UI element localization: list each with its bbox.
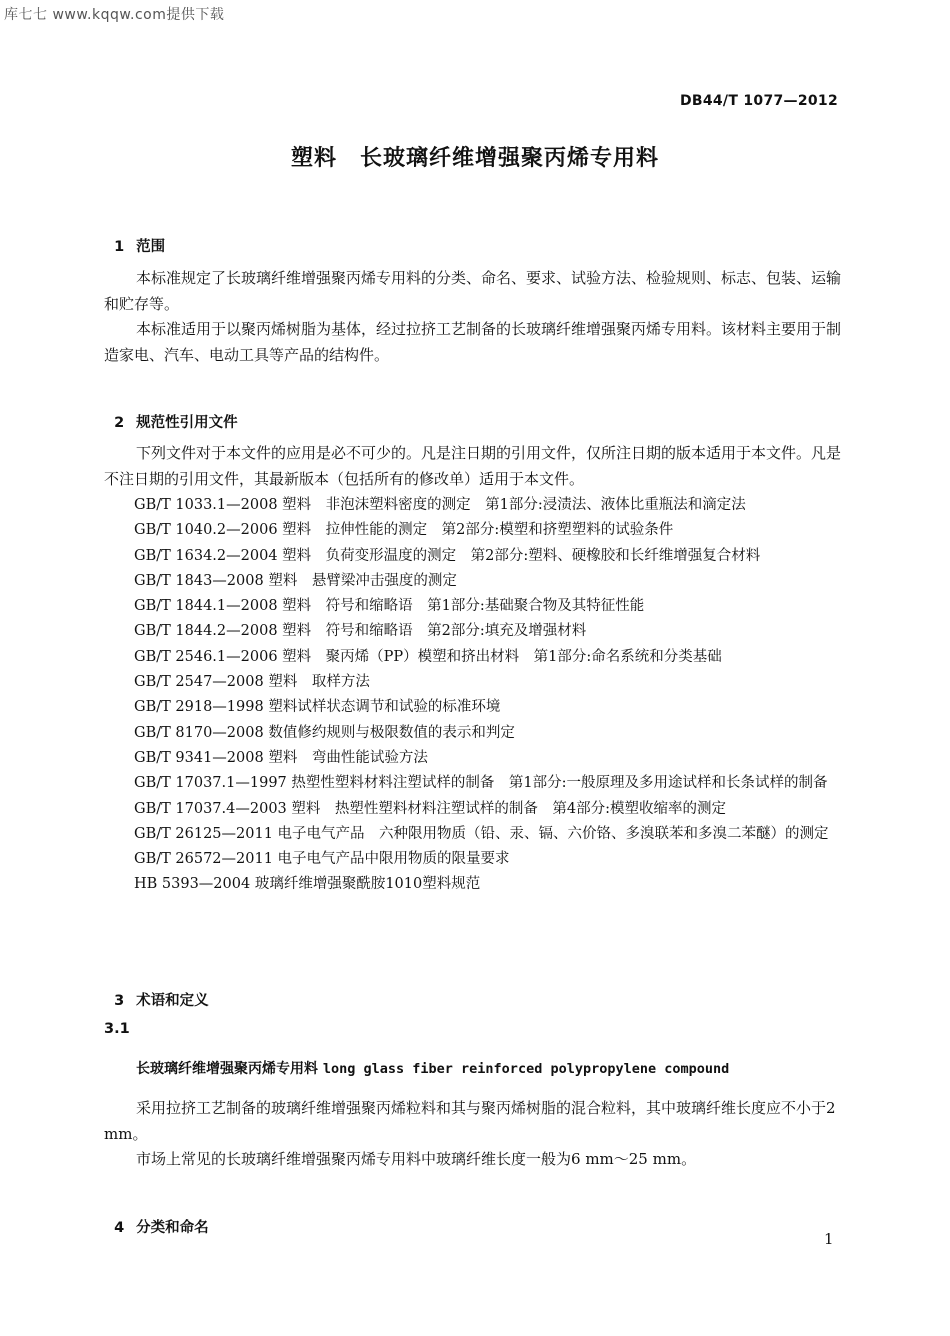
section-number: 4 xyxy=(114,1220,125,1236)
reference-item: GB/T 1844.1—2008 塑料 符号和缩略语 第1部分:基础聚合物及其特征性能 xyxy=(134,598,645,615)
watermark-text: 库七七 www.kqqw.com提供下载 xyxy=(4,7,225,23)
reference-item: GB/T 17037.4—2003 塑料 热塑性塑料材料注塑试样的制备 第4部分:模塑收缩率的测定 xyxy=(134,800,726,817)
section-1-heading xyxy=(104,219,165,256)
reference-item: HB 5393—2004 玻璃纤维增强聚酰胺1010塑料规范 xyxy=(134,876,481,893)
section-2-intro: 下列文件对于本文件的应用是必不可少的。凡是注日期的引用文件，仅所注日期的版本适用于本文件。凡是不注日期的引用文件，其最新版本（包括所有的修改单）适用于本文件。 xyxy=(104,444,842,488)
reference-item: GB/T 2547—2008 塑料 取样方法 xyxy=(134,674,370,691)
term-number: 3.1 xyxy=(104,1021,130,1037)
reference-item: GB/T 1040.2—2006 塑料 拉伸性能的测定 第2部分:模塑和挤塑塑料的试验条件 xyxy=(134,522,674,539)
section-1-paragraph-2: 本标准适用于以聚丙烯树脂为基体，经过拉挤工艺制备的长玻璃纤维增强聚丙烯专用料。该材料主要用于制造家电、汽车、电动工具等产品的结构件。 xyxy=(104,320,842,364)
reference-item: GB/T 1844.2—2008 塑料 符号和缩略语 第2部分:填充及增强材料 xyxy=(134,623,587,640)
term-definition: 采用拉挤工艺制备的玻璃纤维增强聚丙烯粒料和其与聚丙烯树脂的混合粒料，其中玻璃纤维长度应不小于2 mm。 xyxy=(104,1099,836,1143)
section-number: 2 xyxy=(114,415,125,431)
section-1-paragraph-1: 本标准规定了长玻璃纤维增强聚丙烯专用料的分类、命名、要求、试验方法、检验规则、标志、包装、运输和贮存等。 xyxy=(104,269,842,313)
term-note: 市场上常见的长玻璃纤维增强聚丙烯专用料中玻璃纤维长度一般为6 mm～25 mm。 xyxy=(136,1150,697,1168)
page-number: 1 xyxy=(824,1230,834,1248)
reference-list xyxy=(104,493,844,898)
section-2-heading xyxy=(104,395,238,432)
section-4-heading xyxy=(104,1200,209,1237)
section-3-heading xyxy=(104,973,209,1010)
reference-item: GB/T 17037.1—1997 热塑性塑料材料注塑试样的制备 第1部分:一般原理及多用途试样和长条试样的制备 xyxy=(134,775,828,792)
reference-item: GB/T 26572—2011 电子电气产品中限用物质的限量要求 xyxy=(134,851,510,868)
reference-item: GB/T 1634.2—2004 塑料 负荷变形温度的测定 第2部分:塑料、硬橡胶和长纤维增强复合材料 xyxy=(134,547,761,564)
section-title: 规范性引用文件 xyxy=(136,415,238,431)
term-title-en: long glass fiber reinforced polypropylene compound xyxy=(322,1061,730,1077)
section-title: 术语和定义 xyxy=(136,993,209,1009)
reference-item: GB/T 8170—2008 数值修约规则与极限数值的表示和判定 xyxy=(134,724,515,741)
reference-item: GB/T 2918—1998 塑料试样状态调节和试验的标准环境 xyxy=(134,699,501,716)
section-title: 范围 xyxy=(136,239,166,255)
reference-item: GB/T 9341—2008 塑料 弯曲性能试验方法 xyxy=(134,749,428,766)
reference-item: GB/T 2546.1—2006 塑料 聚丙烯（PP）模塑和挤出材料 第1部分:命名系统和分类基础 xyxy=(134,648,722,665)
reference-item: GB/T 1033.1—2008 塑料 非泡沫塑料密度的测定 第1部分:浸渍法、液体比重瓶法和滴定法 xyxy=(134,497,746,513)
section-number: 3 xyxy=(114,993,125,1009)
reference-item: GB/T 26125—2011 电子电气产品 六种限用物质（铅、汞、镉、六价铬、多溴联苯和多溴二苯醚）的测定 xyxy=(134,825,829,842)
section-title: 分类和命名 xyxy=(136,1220,209,1236)
term-title-cn: 长玻璃纤维增强聚丙烯专用料 xyxy=(136,1061,318,1077)
reference-item: GB/T 1843—2008 塑料 悬臂梁冲击强度的测定 xyxy=(134,572,457,589)
section-number: 1 xyxy=(114,239,125,255)
standard-code: DB44/T 1077—2012 xyxy=(679,93,838,109)
term-title xyxy=(136,1058,729,1078)
document-title: 塑料 长玻璃纤维增强聚丙烯专用料 xyxy=(290,146,659,171)
